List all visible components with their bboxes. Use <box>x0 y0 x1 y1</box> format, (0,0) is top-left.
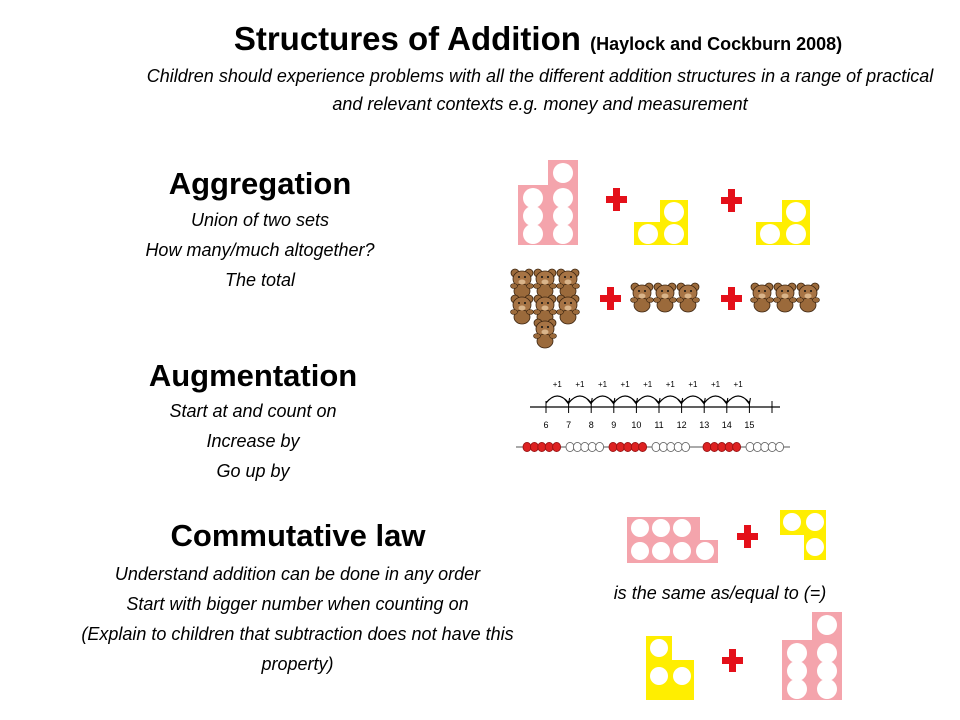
jump-label: +1 <box>710 380 721 389</box>
aggregation-heading: Aggregation <box>168 166 352 201</box>
yellow-three-shape <box>646 636 694 700</box>
number-label: 13 <box>699 420 710 430</box>
title-citation: (Haylock and Cockburn 2008) <box>590 34 843 54</box>
bead <box>566 442 574 451</box>
commutative-line-2: Start with bigger number when counting on <box>126 594 469 614</box>
bead <box>718 442 726 451</box>
pink-seven-horizontal-shape <box>627 517 718 563</box>
yellow-three-shape <box>634 200 688 245</box>
title-main: Structures of Addition <box>233 20 581 57</box>
bear-group-three <box>631 283 700 312</box>
bead <box>768 442 776 451</box>
bead <box>639 442 647 451</box>
jump-label: +1 <box>575 380 585 389</box>
number-label: 10 <box>631 420 642 430</box>
bead <box>753 442 761 451</box>
bead <box>659 442 667 451</box>
plus-icon <box>721 189 742 212</box>
bead-string <box>516 442 790 451</box>
commutative-heading: Commutative law <box>170 518 426 553</box>
plus-icon <box>606 188 627 211</box>
bead <box>667 442 675 451</box>
jump-label: +1 <box>597 380 608 389</box>
bead <box>616 442 624 451</box>
bead <box>596 442 604 451</box>
number-label: 12 <box>676 420 687 430</box>
pink-seven-shape <box>782 612 842 700</box>
plus-icon <box>721 287 742 310</box>
bead <box>573 442 581 451</box>
bead <box>523 442 531 451</box>
bead <box>538 442 546 451</box>
aggregation-line-2: How many/much altogether? <box>145 240 375 260</box>
bead <box>682 442 690 451</box>
bead <box>588 442 596 451</box>
commutative-equal-text: is the same as/equal to (=) <box>613 583 827 603</box>
bead <box>631 442 639 451</box>
number-label: 14 <box>721 420 732 430</box>
jump-label: +1 <box>665 380 675 389</box>
commutative-line-1: Understand addition can be done in any order <box>114 564 481 584</box>
augmentation-line-3: Go up by <box>216 461 290 481</box>
aggregation-line-1: Union of two sets <box>190 210 330 230</box>
bead <box>725 442 733 451</box>
bead <box>652 442 660 451</box>
number-label: 8 <box>588 420 594 430</box>
bead <box>609 442 617 451</box>
yellow-three-vertical-shape <box>780 510 826 560</box>
bead <box>703 442 711 451</box>
commutative-line-3: (Explain to children that subtraction does not have this <box>81 624 514 644</box>
augmentation-heading: Augmentation <box>148 358 358 393</box>
jump-label: +1 <box>620 380 630 389</box>
number-label: 7 <box>566 420 572 430</box>
aggregation-line-3: The total <box>224 270 296 290</box>
pink-seven-shape <box>518 160 578 245</box>
bead <box>733 442 741 451</box>
bead <box>674 442 682 451</box>
jump-label: +1 <box>688 380 698 389</box>
bead <box>530 442 538 451</box>
bead <box>545 442 553 451</box>
bear-group-seven <box>511 269 580 348</box>
page-subtitle: Children should experience problems with all the different addition structures in a range of practical and relevant contexts e.g. money and measurement <box>146 66 934 114</box>
jump-label: +1 <box>552 380 562 389</box>
plus-icon <box>737 525 758 548</box>
bead <box>710 442 718 451</box>
bead <box>624 442 632 451</box>
augmentation-line-1: Start at and count on <box>169 401 337 421</box>
bead <box>776 442 784 451</box>
number-label: 6 <box>543 420 549 430</box>
number-label: 15 <box>744 420 755 430</box>
augmentation-line-2: Increase by <box>206 431 300 451</box>
bead <box>581 442 589 451</box>
jump-label: +1 <box>733 380 743 389</box>
number-line <box>530 380 780 430</box>
bead <box>761 442 769 451</box>
jump-label: +1 <box>643 380 653 389</box>
plus-icon <box>600 287 621 310</box>
bear-group-three <box>751 283 820 312</box>
plus-icon <box>722 649 743 672</box>
commutative-line-4: property) <box>261 654 334 674</box>
bead <box>553 442 561 451</box>
number-label: 9 <box>611 420 617 430</box>
number-label: 11 <box>654 420 664 430</box>
bead <box>746 442 754 451</box>
yellow-three-shape <box>756 200 810 245</box>
